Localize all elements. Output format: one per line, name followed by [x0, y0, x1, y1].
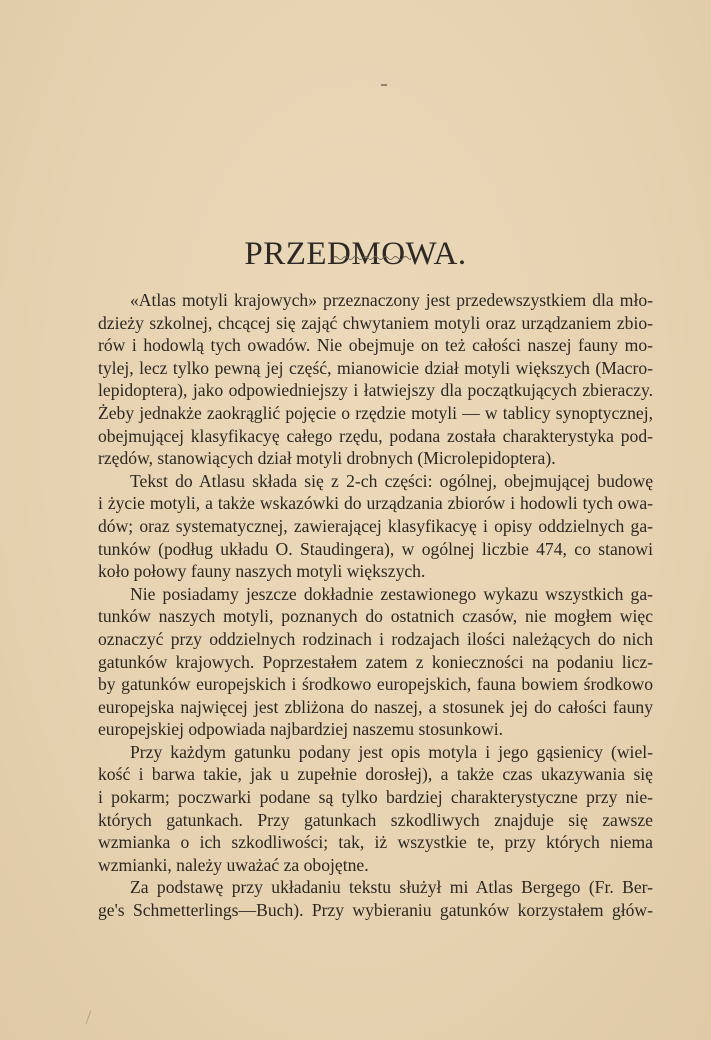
wavy-rule-ornament [333, 254, 411, 262]
text-line: dów; oraz systematycznej, zawierającej klasyfikacyę i opisy oddzielnych ga- [98, 515, 653, 536]
text-line: tunków naszych motyli, poznanych do ostatnich czasów, nie mogłem więc [98, 606, 653, 627]
text-line: tunków (podług układu O. Staudingera), w ogólnej liczbie 474, co stanowi [98, 538, 653, 559]
text-line: ge's Schmetterlings—Buch). Przy wybieraniu gatunków korzystałem głów- [98, 900, 653, 921]
text-line: tylej, lecz tylko pewną jej część, mianowicie dział motyli większych (Macro- [98, 357, 653, 378]
paragraph [98, 289, 653, 470]
paragraph [98, 470, 653, 583]
text-line: koło połowy fauny naszych motyli większych. [98, 561, 426, 582]
paragraph [98, 876, 653, 921]
text-line: Za podstawę przy układaniu tekstu służył mi Atlas Bergego (Fr. Ber- [130, 877, 653, 898]
text-line: by gatunków europejskich i środkowo europejskich, fauna bowiem środkowo [98, 674, 653, 695]
page-title: PRZEDMOWA. [244, 236, 467, 273]
text-line: wzmianki, należy uważać za obojętne. [98, 854, 369, 875]
text-line: Żeby jednakże zaokrąglić pojęcie o rzędzie motyli — w tablicy synoptycznej, [98, 402, 653, 423]
text-line: obejmującej klasyfikacyę całego rzędu, podana została charakterystyka pod- [98, 425, 653, 446]
text-line: wzmianka o ich szkodliwości; tak, iż wszystkie te, przy których niema [98, 832, 653, 853]
paragraph [98, 741, 653, 877]
text-line: oznaczyć przy oddzielnych rodzinach i rodzajach ilości należących do nich [98, 628, 653, 649]
margin-mark [86, 1010, 92, 1023]
text-line: dzieży szkolnej, chcącej się zająć chwytaniem motyli oraz urządzaniem zbio- [98, 312, 653, 333]
text-line: Tekst do Atlasu składa się z 2-ch części: ogólnej, obejmującej budowę [130, 470, 653, 491]
text-line: i życie motyli, a także wskazówki do urządzania zbiorów i hodowli tych owa- [98, 493, 653, 514]
text-line: i pokarm; poczwarki podane są tylko bardziej charakterystyczne przy nie- [98, 787, 653, 808]
text-line: lepidoptera), jako odpowiedniejszy i łatwiejszy dla początkujących zbieraczy. [98, 380, 653, 401]
text-line: kość i barwa takie, jak u zupełnie dorosłej), a także czas ukazywania się [98, 764, 653, 785]
print-mark [381, 84, 387, 86]
preface-body [98, 289, 653, 922]
text-line: rów i hodowlą tych owadów. Nie obejmuje on też całości naszej fauny mo- [98, 335, 653, 356]
paragraph [98, 583, 653, 741]
text-line: «Atlas motyli krajowych» przeznaczony jest przedewszystkiem dla mło- [130, 290, 653, 310]
text-line: rzędów, stanowiących dział motyli drobnych (Microlepidoptera). [98, 448, 556, 469]
text-line: europejska najwięcej jest zbliżona do naszej, a stosunek jej do całości fauny [98, 696, 653, 717]
text-line: Przy każdym gatunku podany jest opis motyla i jego gąsienicy (wiel- [130, 741, 653, 762]
text-line: Nie posiadamy jeszcze dokładnie zestawionego wykazu wszystkich ga- [130, 583, 653, 604]
text-line: europejskiej odpowiada najbardziej naszemu stosunkowi. [98, 719, 504, 740]
text-line: których gatunkach. Przy gatunkach szkodliwych znajduje się zawsze [98, 809, 653, 830]
text-line: gatunków krajowych. Poprzestałem zatem z konieczności na podaniu licz- [98, 651, 653, 672]
